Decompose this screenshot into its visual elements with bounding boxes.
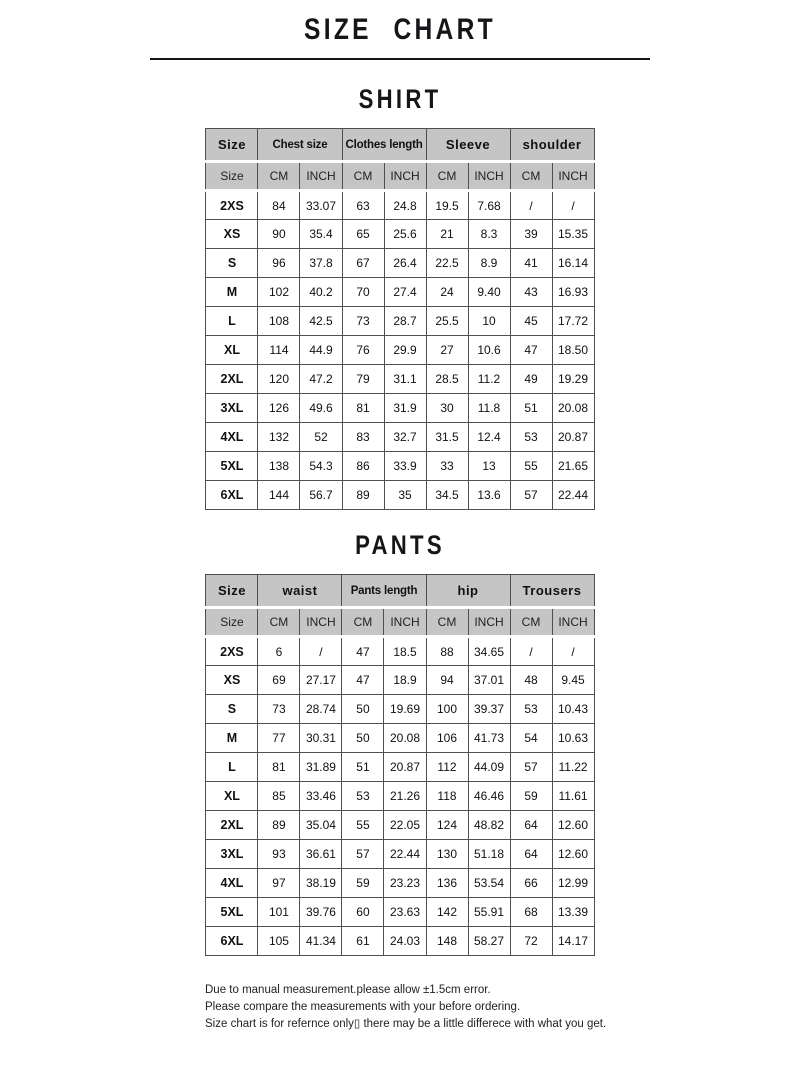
column-group-header: Trousers <box>510 575 594 608</box>
measurement-cell: 138 <box>258 452 300 481</box>
footnote-line: Due to manual measurement.please allow ±1.5cm error. <box>205 984 491 996</box>
size-label-cell: L <box>206 307 258 336</box>
measurement-cell: 11.22 <box>552 753 594 782</box>
measurement-cell: 49.6 <box>300 394 342 423</box>
measurement-cell: 94 <box>426 666 468 695</box>
measurement-cell: 83 <box>342 423 384 452</box>
measurement-cell: 66 <box>510 869 552 898</box>
table-row <box>206 927 594 956</box>
title-divider <box>150 58 650 60</box>
measurement-cell: 10.63 <box>552 724 594 753</box>
size-label-cell: 5XL <box>206 898 258 927</box>
pants-heading: PANTS <box>355 530 445 560</box>
measurement-cell: 17.72 <box>552 307 594 336</box>
measurement-cell: 70 <box>342 278 384 307</box>
measurement-cell: 54 <box>510 724 552 753</box>
measurement-cell: 32.7 <box>384 423 426 452</box>
footnote-line: Please compare the measurements with your before ordering. <box>205 1001 521 1013</box>
measurement-cell: 41.34 <box>300 927 342 956</box>
measurement-cell: 19.29 <box>552 365 594 394</box>
measurement-cell: 114 <box>258 336 300 365</box>
measurement-cell: 73 <box>342 307 384 336</box>
measurement-cell: 31.89 <box>300 753 342 782</box>
size-label-cell: XL <box>206 336 258 365</box>
measurement-cell: 15.35 <box>552 220 594 249</box>
measurement-cell: 24.03 <box>384 927 426 956</box>
column-group-header: Size <box>206 129 258 162</box>
page-title: SIZE CHART <box>304 13 496 46</box>
unit-header: INCH <box>552 162 594 191</box>
table-row <box>206 394 594 423</box>
measurement-cell: 45 <box>510 307 552 336</box>
unit-header: CM <box>426 608 468 637</box>
measurement-cell: 106 <box>426 724 468 753</box>
size-label-cell: M <box>206 278 258 307</box>
size-label-cell: XS <box>206 666 258 695</box>
measurement-cell: 25.6 <box>384 220 426 249</box>
measurement-cell: 13.6 <box>468 481 510 510</box>
table-row <box>206 869 594 898</box>
measurement-cell: 102 <box>258 278 300 307</box>
footnote-line: Size chart is for refernce only▯ there may be a little differece with what you get. <box>205 1018 607 1030</box>
measurement-cell: 10 <box>468 307 510 336</box>
column-group-header-row <box>206 575 594 608</box>
measurement-cell: 12.60 <box>552 811 594 840</box>
measurement-cell: 59 <box>342 869 384 898</box>
measurement-cell: 81 <box>258 753 300 782</box>
pants-size-table <box>205 574 594 956</box>
measurement-cell: 51.18 <box>468 840 510 869</box>
measurement-cell: 22.44 <box>384 840 426 869</box>
measurement-cell: 12.60 <box>552 840 594 869</box>
table-row <box>206 666 594 695</box>
column-group-header: waist <box>258 575 342 608</box>
table-row <box>206 191 594 220</box>
size-label-cell: M <box>206 724 258 753</box>
measurement-cell: 142 <box>426 898 468 927</box>
column-group-header: Size <box>206 575 258 608</box>
size-label-cell: 4XL <box>206 869 258 898</box>
measurement-cell: 28.5 <box>426 365 468 394</box>
measurement-cell: 37.8 <box>300 249 342 278</box>
size-label-cell: 2XS <box>206 191 258 220</box>
table-row <box>206 637 594 666</box>
measurement-cell: 18.5 <box>384 637 426 666</box>
measurement-cell: 53 <box>510 695 552 724</box>
measurement-cell: 53 <box>342 782 384 811</box>
unit-header: INCH <box>300 608 342 637</box>
measurement-cell: 7.68 <box>468 191 510 220</box>
measurement-cell: 148 <box>426 927 468 956</box>
measurement-cell: 34.5 <box>426 481 468 510</box>
measurement-cell: 9.40 <box>468 278 510 307</box>
measurement-cell: 47.2 <box>300 365 342 394</box>
unit-header: INCH <box>468 162 510 191</box>
column-group-header-row <box>206 129 594 162</box>
unit-header: CM <box>342 608 384 637</box>
unit-header: INCH <box>552 608 594 637</box>
measurement-cell: 51 <box>342 753 384 782</box>
measurement-cell: 29.9 <box>384 336 426 365</box>
measurement-cell: 8.3 <box>468 220 510 249</box>
table-row <box>206 307 594 336</box>
measurement-cell: 34.65 <box>468 637 510 666</box>
measurement-cell: 67 <box>342 249 384 278</box>
measurement-cell: 21.26 <box>384 782 426 811</box>
measurement-cell: 35 <box>384 481 426 510</box>
shirt-size-table <box>205 128 594 510</box>
measurement-cell: 42.5 <box>300 307 342 336</box>
measurement-cell: 52 <box>300 423 342 452</box>
measurement-cell: 39 <box>510 220 552 249</box>
measurement-cell: 44.9 <box>300 336 342 365</box>
measurement-cell: 101 <box>258 898 300 927</box>
measurement-cell: 19.5 <box>426 191 468 220</box>
measurement-cell: 53.54 <box>468 869 510 898</box>
measurement-cell: 39.37 <box>468 695 510 724</box>
measurement-cell: 96 <box>258 249 300 278</box>
column-group-header: hip <box>426 575 510 608</box>
measurement-cell: 39.76 <box>300 898 342 927</box>
measurement-cell: 22.05 <box>384 811 426 840</box>
unit-header: CM <box>510 608 552 637</box>
measurement-cell: 97 <box>258 869 300 898</box>
measurement-cell: 53 <box>510 423 552 452</box>
measurement-cell: 77 <box>258 724 300 753</box>
measurement-cell: 13 <box>468 452 510 481</box>
measurement-cell: 144 <box>258 481 300 510</box>
measurement-cell: 72 <box>510 927 552 956</box>
measurement-cell: 84 <box>258 191 300 220</box>
unit-header: INCH <box>384 608 426 637</box>
measurement-cell: 12.4 <box>468 423 510 452</box>
measurement-cell: 55 <box>342 811 384 840</box>
measurement-cell: 47 <box>342 666 384 695</box>
measurement-cell: 21.65 <box>552 452 594 481</box>
unit-header: Size <box>206 608 258 637</box>
measurement-cell: 37.01 <box>468 666 510 695</box>
measurement-cell: 76 <box>342 336 384 365</box>
table-row <box>206 220 594 249</box>
measurement-cell: 18.50 <box>552 336 594 365</box>
measurement-cell: 18.9 <box>384 666 426 695</box>
measurement-cell: 14.17 <box>552 927 594 956</box>
size-label-cell: L <box>206 753 258 782</box>
measurement-cell: 64 <box>510 811 552 840</box>
measurement-cell: 25.5 <box>426 307 468 336</box>
measurement-cell: 50 <box>342 695 384 724</box>
size-label-cell: 3XL <box>206 394 258 423</box>
measurement-cell: 124 <box>426 811 468 840</box>
measurement-cell: 118 <box>426 782 468 811</box>
measurement-cell: 85 <box>258 782 300 811</box>
measurement-cell: 112 <box>426 753 468 782</box>
table-row <box>206 423 594 452</box>
measurement-cell: 10.43 <box>552 695 594 724</box>
measurement-cell: 46.46 <box>468 782 510 811</box>
measurement-cell: 23.23 <box>384 869 426 898</box>
measurement-cell: 57 <box>510 481 552 510</box>
measurement-cell: 59 <box>510 782 552 811</box>
measurement-cell: 69 <box>258 666 300 695</box>
measurement-cell: 86 <box>342 452 384 481</box>
unit-header: INCH <box>300 162 342 191</box>
measurement-cell: 20.08 <box>552 394 594 423</box>
measurement-cell: 51 <box>510 394 552 423</box>
measurement-cell: 35.4 <box>300 220 342 249</box>
measurement-cell: 33.07 <box>300 191 342 220</box>
measurement-cell: 11.8 <box>468 394 510 423</box>
measurement-cell: 19.69 <box>384 695 426 724</box>
column-group-header: Sleeve <box>426 129 510 162</box>
measurement-cell: 33.9 <box>384 452 426 481</box>
size-label-cell: S <box>206 695 258 724</box>
measurement-cell: 54.3 <box>300 452 342 481</box>
measurement-cell: / <box>510 191 552 220</box>
measurement-cell: 23.63 <box>384 898 426 927</box>
measurement-cell: 47 <box>510 336 552 365</box>
measurement-cell: 28.74 <box>300 695 342 724</box>
unit-header-row <box>206 162 594 191</box>
table-row <box>206 452 594 481</box>
table-row <box>206 753 594 782</box>
measurement-cell: 41 <box>510 249 552 278</box>
measurement-cell: 33.46 <box>300 782 342 811</box>
measurement-cell: 89 <box>258 811 300 840</box>
measurement-cell: 48.82 <box>468 811 510 840</box>
measurement-cell: 24 <box>426 278 468 307</box>
size-label-cell: 3XL <box>206 840 258 869</box>
measurement-cell: 50 <box>342 724 384 753</box>
size-label-cell: 6XL <box>206 927 258 956</box>
unit-header: CM <box>342 162 384 191</box>
measurement-cell: 11.2 <box>468 365 510 394</box>
table-row <box>206 898 594 927</box>
measurement-cell: 64 <box>510 840 552 869</box>
measurement-cell: 90 <box>258 220 300 249</box>
measurement-cell: 16.93 <box>552 278 594 307</box>
measurement-cell: 55 <box>510 452 552 481</box>
measurement-cell: 63 <box>342 191 384 220</box>
column-group-header: Clothes length <box>342 129 426 162</box>
size-label-cell: 2XS <box>206 637 258 666</box>
table-row <box>206 782 594 811</box>
measurement-cell: 31.9 <box>384 394 426 423</box>
measurement-cell: 38.19 <box>300 869 342 898</box>
table-row <box>206 249 594 278</box>
measurement-cell: / <box>300 637 342 666</box>
column-group-header: Chest size <box>258 129 342 162</box>
measurement-cell: 31.5 <box>426 423 468 452</box>
table-row <box>206 840 594 869</box>
measurement-cell: 28.7 <box>384 307 426 336</box>
measurement-cell: 65 <box>342 220 384 249</box>
unit-header: CM <box>258 162 300 191</box>
unit-header: Size <box>206 162 258 191</box>
measurement-cell: 20.08 <box>384 724 426 753</box>
measurement-cell: 40.2 <box>300 278 342 307</box>
unit-header: CM <box>426 162 468 191</box>
measurement-cell: 61 <box>342 927 384 956</box>
measurement-cell: 31.1 <box>384 365 426 394</box>
size-label-cell: 2XL <box>206 365 258 394</box>
measurement-cell: 30 <box>426 394 468 423</box>
measurement-cell: 36.61 <box>300 840 342 869</box>
measurement-cell: 13.39 <box>552 898 594 927</box>
measurement-cell: 130 <box>426 840 468 869</box>
measurement-cell: 9.45 <box>552 666 594 695</box>
measurement-cell: 108 <box>258 307 300 336</box>
measurement-cell: 93 <box>258 840 300 869</box>
measurement-cell: 27.4 <box>384 278 426 307</box>
measurement-cell: / <box>552 191 594 220</box>
measurement-cell: 88 <box>426 637 468 666</box>
table-row <box>206 811 594 840</box>
measurement-cell: 10.6 <box>468 336 510 365</box>
measurement-cell: 44.09 <box>468 753 510 782</box>
measurement-cell: 81 <box>342 394 384 423</box>
table-row <box>206 481 594 510</box>
measurement-cell: 55.91 <box>468 898 510 927</box>
measurement-cell: 20.87 <box>384 753 426 782</box>
table-row <box>206 724 594 753</box>
measurement-cell: 58.27 <box>468 927 510 956</box>
size-label-cell: XL <box>206 782 258 811</box>
measurement-cell: 26.4 <box>384 249 426 278</box>
size-label-cell: 2XL <box>206 811 258 840</box>
size-label-cell: XS <box>206 220 258 249</box>
measurement-cell: 20.87 <box>552 423 594 452</box>
size-label-cell: 5XL <box>206 452 258 481</box>
measurement-cell: 16.14 <box>552 249 594 278</box>
measurement-cell: 27.17 <box>300 666 342 695</box>
measurement-cell: 11.61 <box>552 782 594 811</box>
unit-header: CM <box>258 608 300 637</box>
measurement-cell: 30.31 <box>300 724 342 753</box>
measurement-cell: 120 <box>258 365 300 394</box>
size-label-cell: 6XL <box>206 481 258 510</box>
unit-header-row <box>206 608 594 637</box>
column-group-header: Pants length <box>342 575 426 608</box>
measurement-cell: 56.7 <box>300 481 342 510</box>
measurement-cell: 35.04 <box>300 811 342 840</box>
measurement-cell: / <box>510 637 552 666</box>
measurement-cell: 60 <box>342 898 384 927</box>
measurement-cell: 100 <box>426 695 468 724</box>
measurement-cell: 43 <box>510 278 552 307</box>
measurement-cell: 79 <box>342 365 384 394</box>
measurement-cell: 57 <box>342 840 384 869</box>
measurement-cell: / <box>552 637 594 666</box>
column-group-header: shoulder <box>510 129 594 162</box>
measurement-cell: 12.99 <box>552 869 594 898</box>
measurement-cell: 47 <box>342 637 384 666</box>
measurement-cell: 8.9 <box>468 249 510 278</box>
measurement-cell: 21 <box>426 220 468 249</box>
measurement-cell: 57 <box>510 753 552 782</box>
table-row <box>206 336 594 365</box>
unit-header: INCH <box>468 608 510 637</box>
unit-header: CM <box>510 162 552 191</box>
measurement-cell: 22.44 <box>552 481 594 510</box>
measurement-cell: 27 <box>426 336 468 365</box>
measurement-cell: 6 <box>258 637 300 666</box>
table-row <box>206 695 594 724</box>
measurement-cell: 49 <box>510 365 552 394</box>
size-label-cell: S <box>206 249 258 278</box>
measurement-cell: 132 <box>258 423 300 452</box>
shirt-heading: SHIRT <box>358 84 442 114</box>
table-row <box>206 365 594 394</box>
measurement-cell: 68 <box>510 898 552 927</box>
size-label-cell: 4XL <box>206 423 258 452</box>
measurement-cell: 89 <box>342 481 384 510</box>
measurement-cell: 22.5 <box>426 249 468 278</box>
table-row <box>206 278 594 307</box>
measurement-cell: 41.73 <box>468 724 510 753</box>
measurement-cell: 48 <box>510 666 552 695</box>
measurement-cell: 33 <box>426 452 468 481</box>
measurement-cell: 126 <box>258 394 300 423</box>
measurement-cell: 24.8 <box>384 191 426 220</box>
footnotes <box>205 982 625 1033</box>
measurement-cell: 136 <box>426 869 468 898</box>
measurement-cell: 73 <box>258 695 300 724</box>
measurement-cell: 105 <box>258 927 300 956</box>
unit-header: INCH <box>384 162 426 191</box>
